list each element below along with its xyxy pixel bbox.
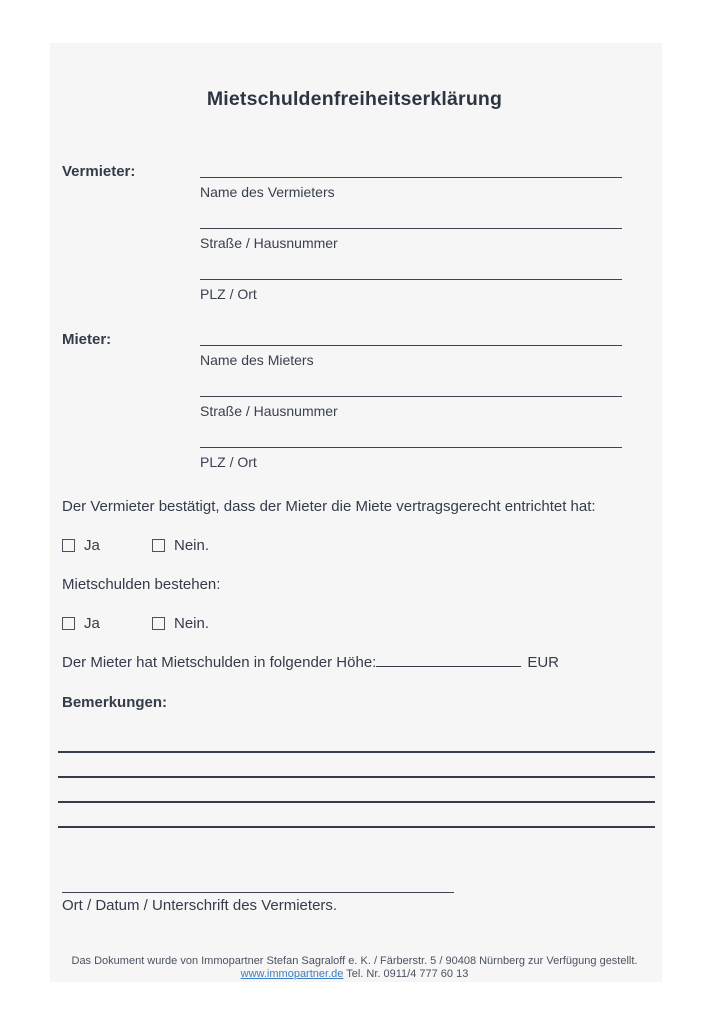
mieter-street-hint: Straße / Hausnummer <box>200 403 338 419</box>
vermieter-city-hint: PLZ / Ort <box>200 286 257 302</box>
vermieter-label: Vermieter: <box>62 163 136 180</box>
vermieter-name-field <box>200 177 622 200</box>
remarks-line-3[interactable] <box>58 801 655 803</box>
mieter-city-input-line[interactable] <box>200 447 622 448</box>
mieter-name-field <box>200 345 622 368</box>
vermieter-name-input-line[interactable] <box>200 177 622 178</box>
mieter-name-input-line[interactable] <box>200 345 622 346</box>
debts-exist-no-option <box>152 615 242 632</box>
mieter-fields <box>200 331 622 470</box>
vermieter-street-field <box>200 228 622 251</box>
rent-paid-statement: Der Vermieter bestätigt, dass der Mieter die Miete vertragsgerecht entrichtet hat: <box>62 498 596 515</box>
debts-exist-statement: Mietschulden bestehen: <box>62 576 221 593</box>
footer-phone: Tel. Nr. 0911/4 777 60 13 <box>343 968 469 980</box>
debt-amount-row <box>62 653 647 671</box>
rent-paid-yes-label: Ja <box>84 536 100 554</box>
debts-exist-no-checkbox[interactable] <box>152 617 165 630</box>
rent-paid-no-option <box>152 537 242 554</box>
remarks-label: Bemerkungen: <box>62 694 168 711</box>
footer-provider-line: Das Dokument wurde von Immopartner Stefan Sagraloff e. K. / Färberstr. 5 / 90408 Nürnberg zur Verfügung gestellt. <box>71 955 638 967</box>
rent-paid-yes-checkbox[interactable] <box>62 539 75 552</box>
vermieter-street-input-line[interactable] <box>200 228 622 229</box>
remarks-line-2[interactable] <box>58 776 655 778</box>
currency-label: EUR <box>527 654 560 671</box>
vermieter-fields <box>200 163 622 302</box>
website-link[interactable]: www.immopartner.de <box>240 968 344 980</box>
mieter-street-field <box>200 396 622 419</box>
vermieter-name-hint: Name des Vermieters <box>200 184 335 200</box>
vermieter-street-hint: Straße / Hausnummer <box>200 235 338 251</box>
document-title: Mietschuldenfreiheitserklärung <box>206 88 503 110</box>
vermieter-city-input-line[interactable] <box>200 279 622 280</box>
rent-paid-no-checkbox[interactable] <box>152 539 165 552</box>
footer-contact-line <box>62 968 647 981</box>
mieter-section <box>62 331 647 470</box>
debts-exist-yes-option <box>62 615 152 632</box>
document-page <box>50 43 662 982</box>
debts-exist-no-label: Nein. <box>174 614 210 632</box>
remarks-line-1[interactable] <box>58 751 655 753</box>
mieter-label: Mieter: <box>62 331 112 348</box>
vermieter-section <box>62 163 647 302</box>
debt-amount-text: Der Mieter hat Mietschulden in folgender Höhe: <box>62 654 377 671</box>
signature-input-line[interactable] <box>62 892 454 893</box>
mieter-city-hint: PLZ / Ort <box>200 454 257 470</box>
debts-exist-yes-label: Ja <box>84 614 100 632</box>
mieter-name-hint: Name des Mieters <box>200 352 314 368</box>
rent-paid-options <box>62 537 647 553</box>
debt-amount-input-line[interactable] <box>376 653 521 667</box>
rent-paid-yes-option <box>62 537 152 554</box>
signature-caption: Ort / Datum / Unterschrift des Vermieters. <box>62 897 338 914</box>
vermieter-city-field <box>200 279 622 302</box>
debts-exist-yes-checkbox[interactable] <box>62 617 75 630</box>
document-footer <box>62 955 647 981</box>
remarks-line-4[interactable] <box>58 826 655 828</box>
mieter-street-input-line[interactable] <box>200 396 622 397</box>
mieter-city-field <box>200 447 622 470</box>
rent-paid-no-label: Nein. <box>174 536 210 554</box>
debts-exist-options <box>62 615 647 631</box>
